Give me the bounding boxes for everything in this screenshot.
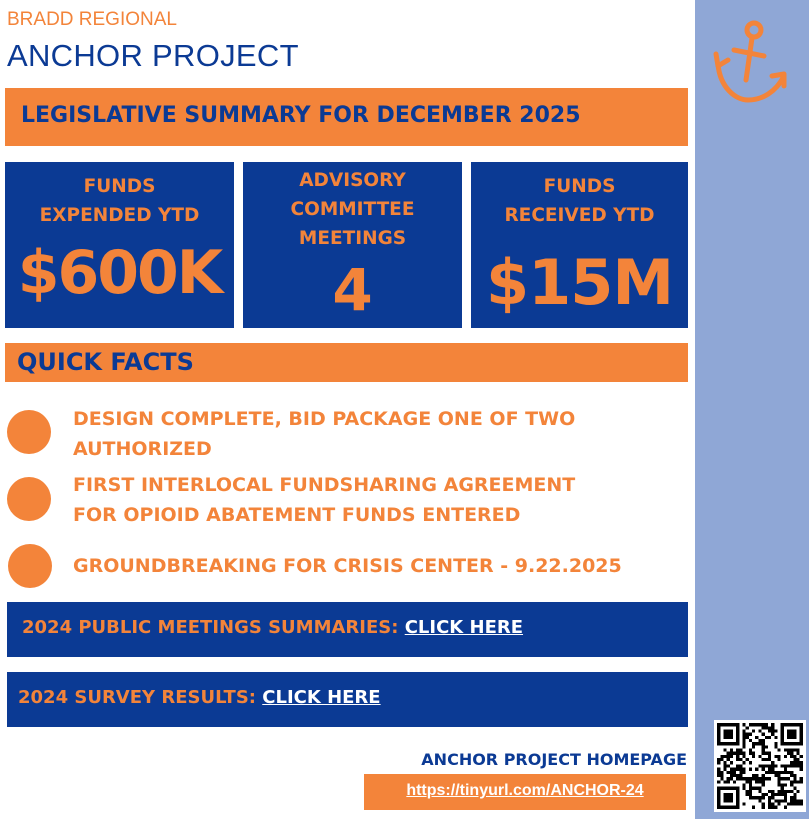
stat-label: FUNDS EXPENDED YTD [39,176,200,226]
public-meetings-label: 2024 PUBLIC MEETINGS SUMMARIES: [22,617,405,638]
stat-funds-expended [5,162,234,328]
anchor-icon [712,18,792,106]
legislative-summary-banner [5,88,688,146]
qr-code[interactable] [714,720,806,812]
bullet-icon [7,410,51,454]
page-title: ANCHOR PROJECT [7,38,299,73]
legislative-summary-heading: LEGISLATIVE SUMMARY FOR DECEMBER 2025 [21,103,581,128]
public-meetings-link[interactable]: CLICK HERE [404,617,524,638]
quick-facts-banner [5,343,688,382]
quick-fact-text: GROUNDBREAKING FOR CRISIS CENTER - 9.22.2025 [73,555,622,577]
homepage-url-link[interactable]: https://tinyurl.com/ANCHOR-24 [406,782,644,799]
quick-facts-heading: QUICK FACTS [17,348,194,376]
stat-value: $600K [17,238,222,308]
survey-results-row [18,687,381,708]
public-meetings-bar [7,602,688,657]
bullet-icon [8,544,52,588]
public-meetings-row [22,617,523,638]
sidebar-panel [695,0,809,819]
homepage-label: ANCHOR PROJECT HOMEPAGE [421,750,687,769]
quick-fact-text: DESIGN COMPLETE, BID PACKAGE ONE OF TWO AUTHORIZED [73,408,576,460]
homepage-url-box [364,774,686,810]
stat-value: $15M [485,246,674,319]
stat-label: ADVISORY COMMITTEE MEETINGS [290,170,415,249]
survey-results-label: 2024 SURVEY RESULTS: [18,687,263,708]
stat-label: FUNDS RECEIVED YTD [504,176,655,226]
stat-value: 4 [332,256,373,324]
survey-results-link[interactable]: CLICK HERE [262,687,381,708]
quick-fact-text: FIRST INTERLOCAL FUNDSHARING AGREEMENT FOR OPIOID ABATEMENT FUNDS ENTERED [73,474,576,526]
stat-committee-meetings [243,162,462,328]
org-name: BRADD REGIONAL [7,9,177,30]
bullet-icon [7,477,51,521]
survey-results-bar [7,672,688,727]
stat-funds-received [471,162,688,328]
